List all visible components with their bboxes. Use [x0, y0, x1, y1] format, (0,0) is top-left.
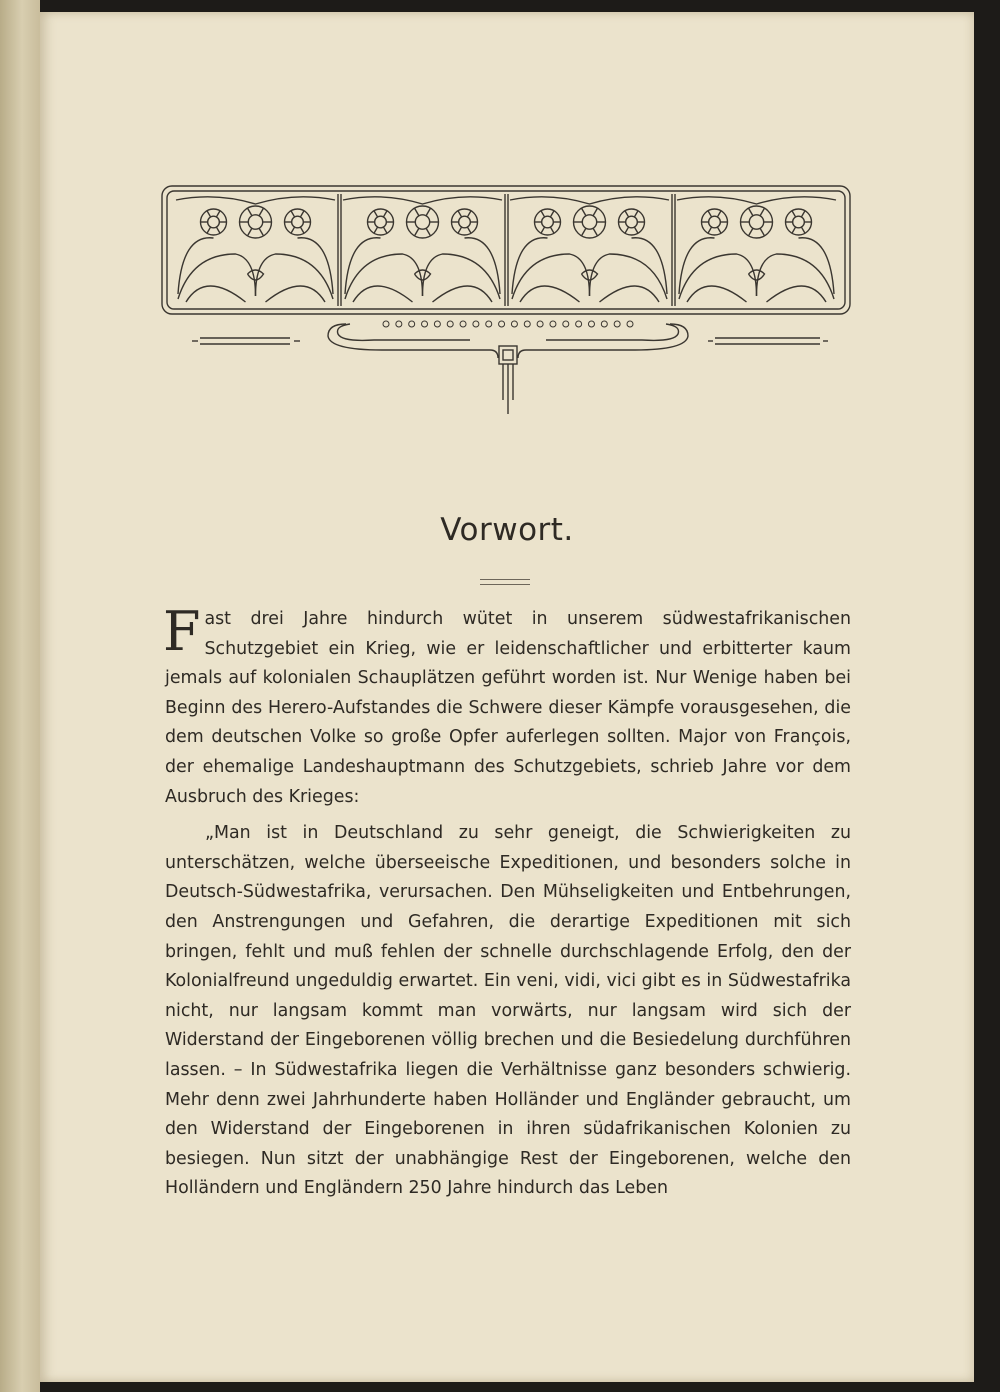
drop-cap: F [163, 600, 201, 663]
paragraph-1-text: ast drei Jahre hindurch wütet in unserem südwestafrikanischen Schutzgebiet ein Krieg, wie er leidenschaftlicher und erbitterter kaum jemals auf kolonialen Schauplätzen geführt worden ist. Nur Wenige haben bei Beginn des Herero-Aufstandes die Schwere dieser Kämpfe vorausgesehen, die dem deutschen Volke so große Opfer auferlegen sollten. Major von François, der ehemalige Landeshauptmann des Schutzgebiets, schrieb Jahre vor dem Ausbruch des Krieges: [165, 609, 851, 807]
facing-page-edge [0, 0, 40, 1392]
book-page [40, 12, 974, 1382]
title-divider [480, 579, 530, 585]
paragraph-1 [163, 600, 851, 812]
body-text [163, 600, 851, 1204]
page-title: Vorwort. [440, 512, 574, 548]
paragraph-2: „Man ist in Deutschland zu sehr geneigt, die Schwierigkeiten zu unterschätzen, welche überseeische Expeditionen, und besonders solche in Deutsch-Südwestafrika, verursachen. Den Mühseligkeiten und Entbehrungen, den Anstrengungen und Gefahren, die derartige Expeditionen mit sich bringen, fehlt und muß fehlen der schnelle durchschlagende Erfolg, den der Kolonialfreund ungeduldig erwartet. Ein veni, vidi, vici gibt es in Südwestafrika nicht, nur langsam kommt man vorwärts, nur langsam wird sich der Widerstand der Eingeborenen völlig brechen und die Besiedelung durchführen lassen. – In Südwestafrika liegen die Verhältnisse ganz besonders schwierig. Mehr denn zwei Jahrhunderte haben Holländer und Engländer gebraucht, um den Widerstand der Eingeborenen in ihren südafrikanischen Kolonien zu besiegen. Nun sitzt der unabhängige Rest der Eingeborenen, welche den Holländern und Engländern 250 Jahre hindurch das Leben [165, 823, 851, 1199]
floral-headpiece-icon [160, 174, 856, 422]
